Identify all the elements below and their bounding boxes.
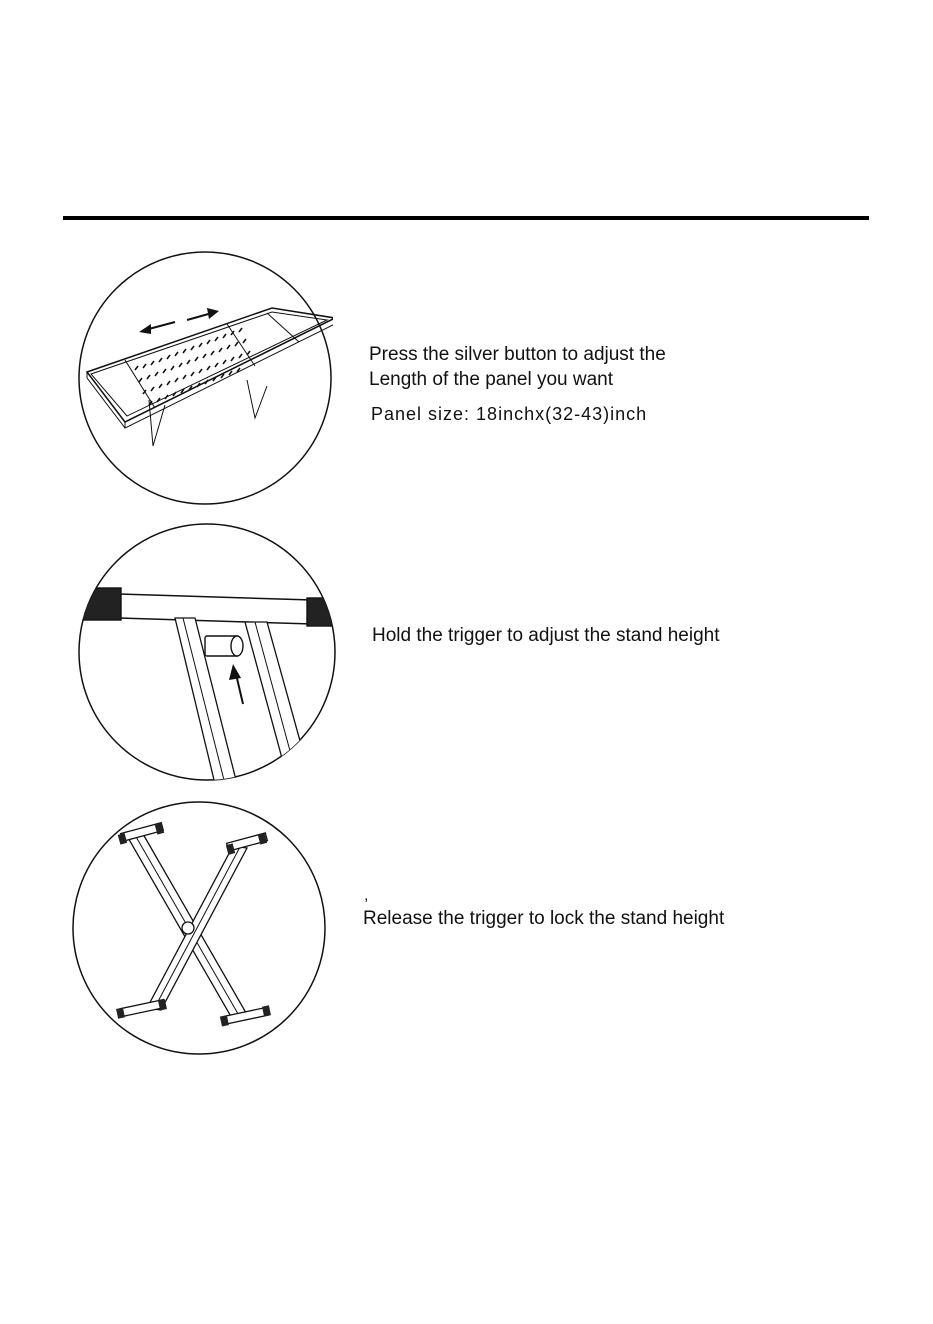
step-1-line-2: Length of the panel you want <box>369 369 614 390</box>
step-1-line-1: Press the silver button to adjust the <box>369 344 666 365</box>
step-2-line-1: Hold the trigger to adjust the stand height <box>372 625 720 646</box>
keyboard-panel-icon <box>77 250 333 506</box>
stand-trigger-icon <box>77 522 337 782</box>
panel-size-spec: Panel size: 18inchx(32-43)inch <box>371 404 648 424</box>
step-3-mark: , <box>364 887 369 904</box>
step-3-line-1: Release the trigger to lock the stand height <box>363 908 725 929</box>
x-stand-icon <box>71 800 327 1056</box>
header-rule <box>63 216 869 220</box>
